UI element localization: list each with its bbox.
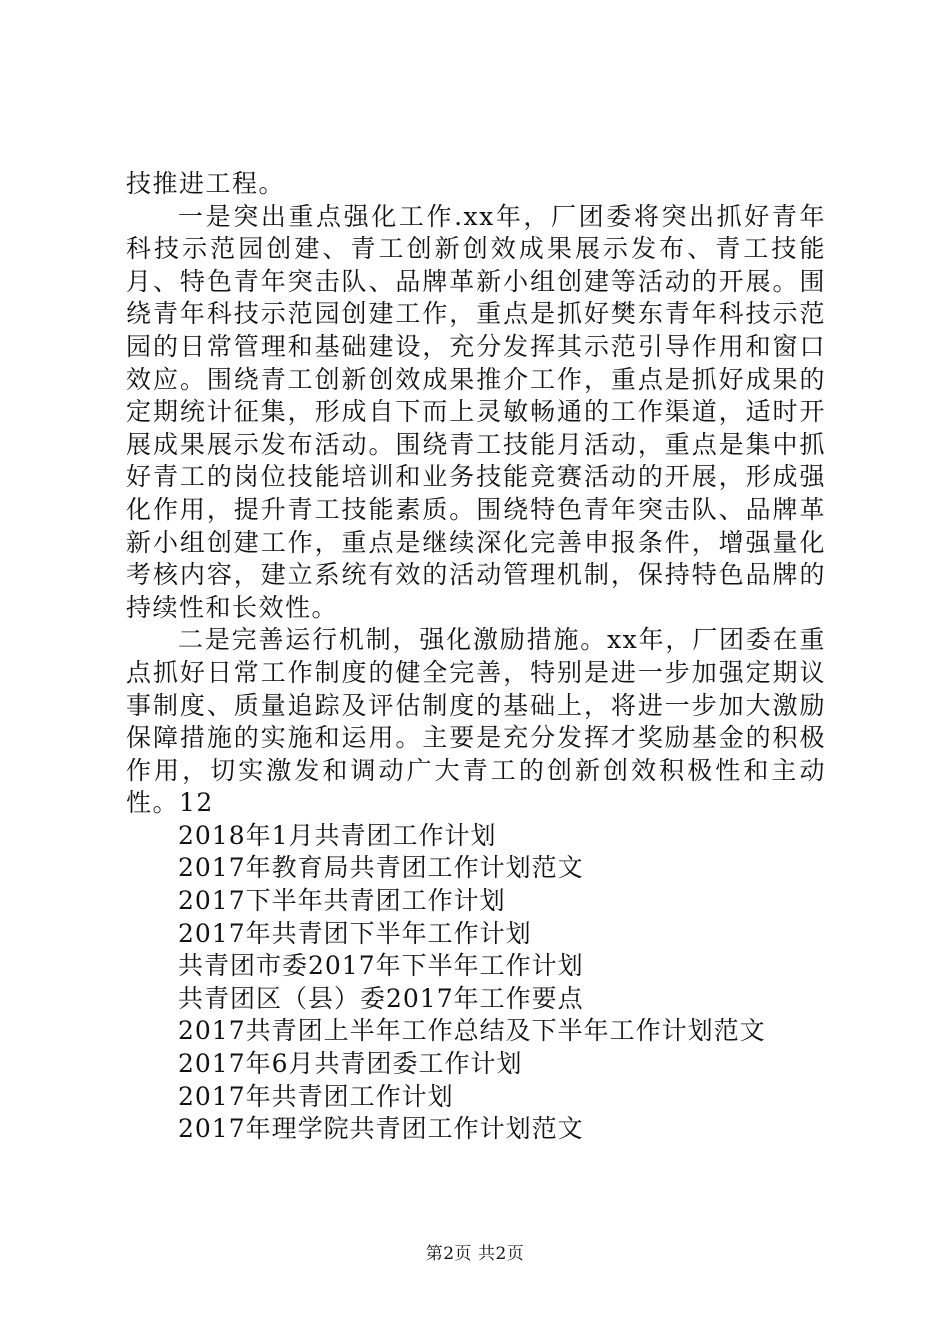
related-link[interactable]: 2018年1月共青团工作计划 [178,820,497,850]
paragraph-two: 二是完善运行机制，强化激励措施。xx年，厂团委在重点抓好日常工作制度的健全完善，特别是进一步加强定期议事制度、质量追踪及评估制度的基础上，将进一步加大激励保障措施的实施和运用。主要是充分发挥才奖励基金的积极作用，切实激发和调动广大青工的创新创效积极性和主动性。12 [126,625,826,818]
related-link[interactable]: 2017下半年共青团工作计划 [178,886,506,916]
paragraph-continuation: 技推进工程。 [126,169,286,198]
page-number-footer: 第2页 共2页 [425,1244,525,1264]
document-body [126,168,826,1146]
related-link[interactable]: 2017年理学院共青团工作计划范文 [178,1114,584,1144]
related-link[interactable]: 2017年共青团工作计划 [178,1081,454,1111]
related-links-list [126,820,826,1146]
related-link[interactable]: 共青团区（县）委2017年工作要点 [178,983,584,1013]
paragraph-one: 一是突出重点强化工作.xx年，厂团委将突出抓好青年科技示范园创建、青工创新创效成果展示发布、青工技能月、特色青年突击队、品牌革新小组创建等活动的开展。围绕青年科技示范园创建工作，重点是抓好樊东青年科技示范园的日常管理和基础建设，充分发挥其示范引导作用和窗口效应。围绕青工创新创效成果推介工作，重点是抓好成果的定期统计征集，形成自下而上灵敏畅通的工作渠道，适时开展成果展示发布活动。围绕青工技能月活动，重点是集中抓好青工的岗位技能培训和业务技能竞赛活动的开展，形成强化作用，提升青工技能素质。围绕特色青年突击队、品牌革新小组创建工作，重点是继续深化完善申报条件，增强量化考核内容，建立系统有效的活动管理机制，保持特色品牌的持续性和长效性。 [126,201,826,622]
related-link[interactable]: 共青团市委2017年下半年工作计划 [178,951,584,981]
related-link[interactable]: 2017共青团上半年工作总结及下半年工作计划范文 [178,1016,766,1046]
related-link[interactable]: 2017年教育局共青团工作计划范文 [178,853,584,883]
related-link[interactable]: 2017年6月共青团委工作计划 [178,1049,523,1079]
related-link[interactable]: 2017年共青团下半年工作计划 [178,918,532,948]
